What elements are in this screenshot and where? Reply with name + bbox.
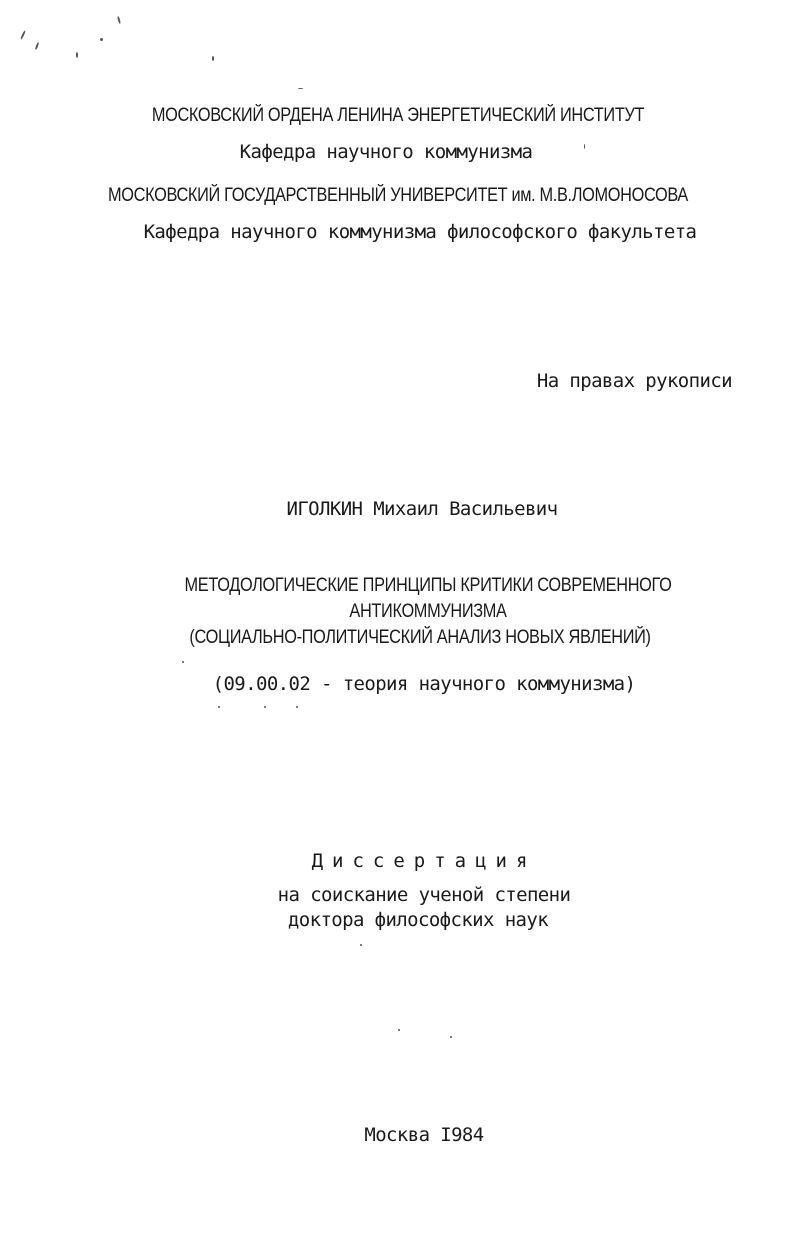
institute-name-2: МОСКОВСКИЙ ГОСУДАРСТВЕННЫЙ УНИВЕРСИТЕТ им. М.В.ЛОМОНОСОВА xyxy=(108,185,688,206)
department-name-1: Кафедра научного коммунизма xyxy=(239,141,533,163)
scan-speck xyxy=(20,30,26,40)
scan-speck xyxy=(212,56,214,61)
scan-speck xyxy=(218,706,220,708)
institute-name-1: МОСКОВСКИЙ ОРДЕНА ЛЕНИНА ЭНЕРГЕТИЧЕСКИЙ ИНСТИТУТ xyxy=(151,105,645,126)
degree-label: Диссертация xyxy=(311,850,537,872)
scan-speck xyxy=(296,706,298,708)
degree-line-2: доктора философских наук xyxy=(287,909,549,931)
degree-line-1: на соискание ученой степени xyxy=(277,884,571,906)
scan-speck xyxy=(35,42,40,50)
scan-speck xyxy=(100,38,103,41)
dissertation-title-line-2: АНТИКОММУНИЗМА xyxy=(349,601,507,622)
dissertation-title-line-1: МЕТОДОЛОГИЧЕСКИЕ ПРИНЦИПЫ КРИТИКИ СОВРЕМЕННОГО xyxy=(184,575,672,596)
scan-speck xyxy=(584,144,585,149)
scan-speck xyxy=(298,88,303,89)
specialty-code: (09.00.02 - теория научного коммунизма) xyxy=(212,673,636,695)
department-name-2: Кафедра научного коммунизма философского факультета xyxy=(143,221,697,243)
scan-speck xyxy=(450,1036,452,1038)
dissertation-title-line-3: (СОЦИАЛЬНО-ПОЛИТИЧЕСКИЙ АНАЛИЗ НОВЫХ ЯВЛЕНИЙ) xyxy=(189,627,651,648)
scan-speck xyxy=(117,16,121,24)
author-name: ИГОЛКИН Михаил Васильевич xyxy=(286,498,558,520)
scan-speck xyxy=(264,706,266,708)
place-year: Москва I984 xyxy=(364,1124,484,1146)
rights-note: На правах рукописи xyxy=(536,370,732,392)
scan-speck xyxy=(182,661,184,663)
scan-speck xyxy=(360,944,362,946)
scan-speck xyxy=(76,52,78,58)
scan-speck xyxy=(398,1029,400,1031)
